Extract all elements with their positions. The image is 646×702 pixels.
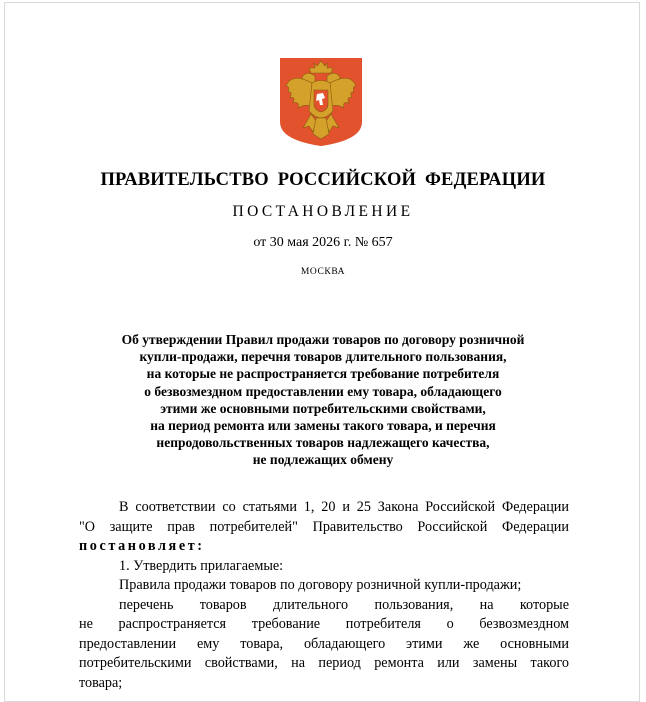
list-line: не распространяется требование потребителя о безвозмездном (79, 616, 569, 632)
government-title: ПРАВИТЕЛЬСТВО РОССИЙСКОЙ ФЕДЕРАЦИИ (100, 170, 546, 190)
item-1: 1. Утвердить прилагаемые: (119, 557, 284, 574)
list-line: перечень товаров длительного пользования, на которые (119, 596, 569, 613)
list-line-last: товара; (79, 674, 123, 691)
subject-line: непродовольственных товаров надлежащего качества, (156, 435, 490, 451)
document-type: ПОСТАНОВЛЕНИЕ (232, 203, 414, 220)
document-subject (40, 331, 606, 469)
subject-line: Об утверждении Правил продажи товаров по договору розничной (121, 332, 525, 347)
subject-line: на период ремонта или замены такого товара, и перечня (150, 418, 496, 434)
subject-line: не подлежащих обмену (252, 452, 394, 468)
city: МОСКВА (300, 267, 346, 277)
document-body (79, 498, 569, 693)
rules-item: Правила продажи товаров по договору розничной купли-продажи; (119, 577, 522, 593)
list-line: потребительскими свойствами, на период ремонта или замены такого (79, 655, 569, 671)
preamble-line: "О защите прав потребителей" Правительство Российской Федерации (79, 518, 569, 535)
subject-line: на которые не распространяется требование потребителя (146, 366, 500, 382)
coat-of-arms-emblem (278, 56, 364, 148)
list-line: предоставлении ему товара, обладающего этими же основными (79, 635, 569, 652)
subject-line: о безвозмездном предоставлении ему товара, обладающего (144, 383, 502, 399)
date-and-number: от 30 мая 2026 г. № 657 (253, 235, 393, 250)
subject-line: купли-продажи, перечня товаров длительного пользования, (139, 349, 507, 365)
preamble-line: В соответствии со статьями 1, 20 и 25 Закона Российской Федерации (119, 499, 569, 515)
resolves-word: постановляет: (79, 538, 205, 554)
subject-line: этими же основными потребительскими свойствами, (160, 400, 486, 416)
